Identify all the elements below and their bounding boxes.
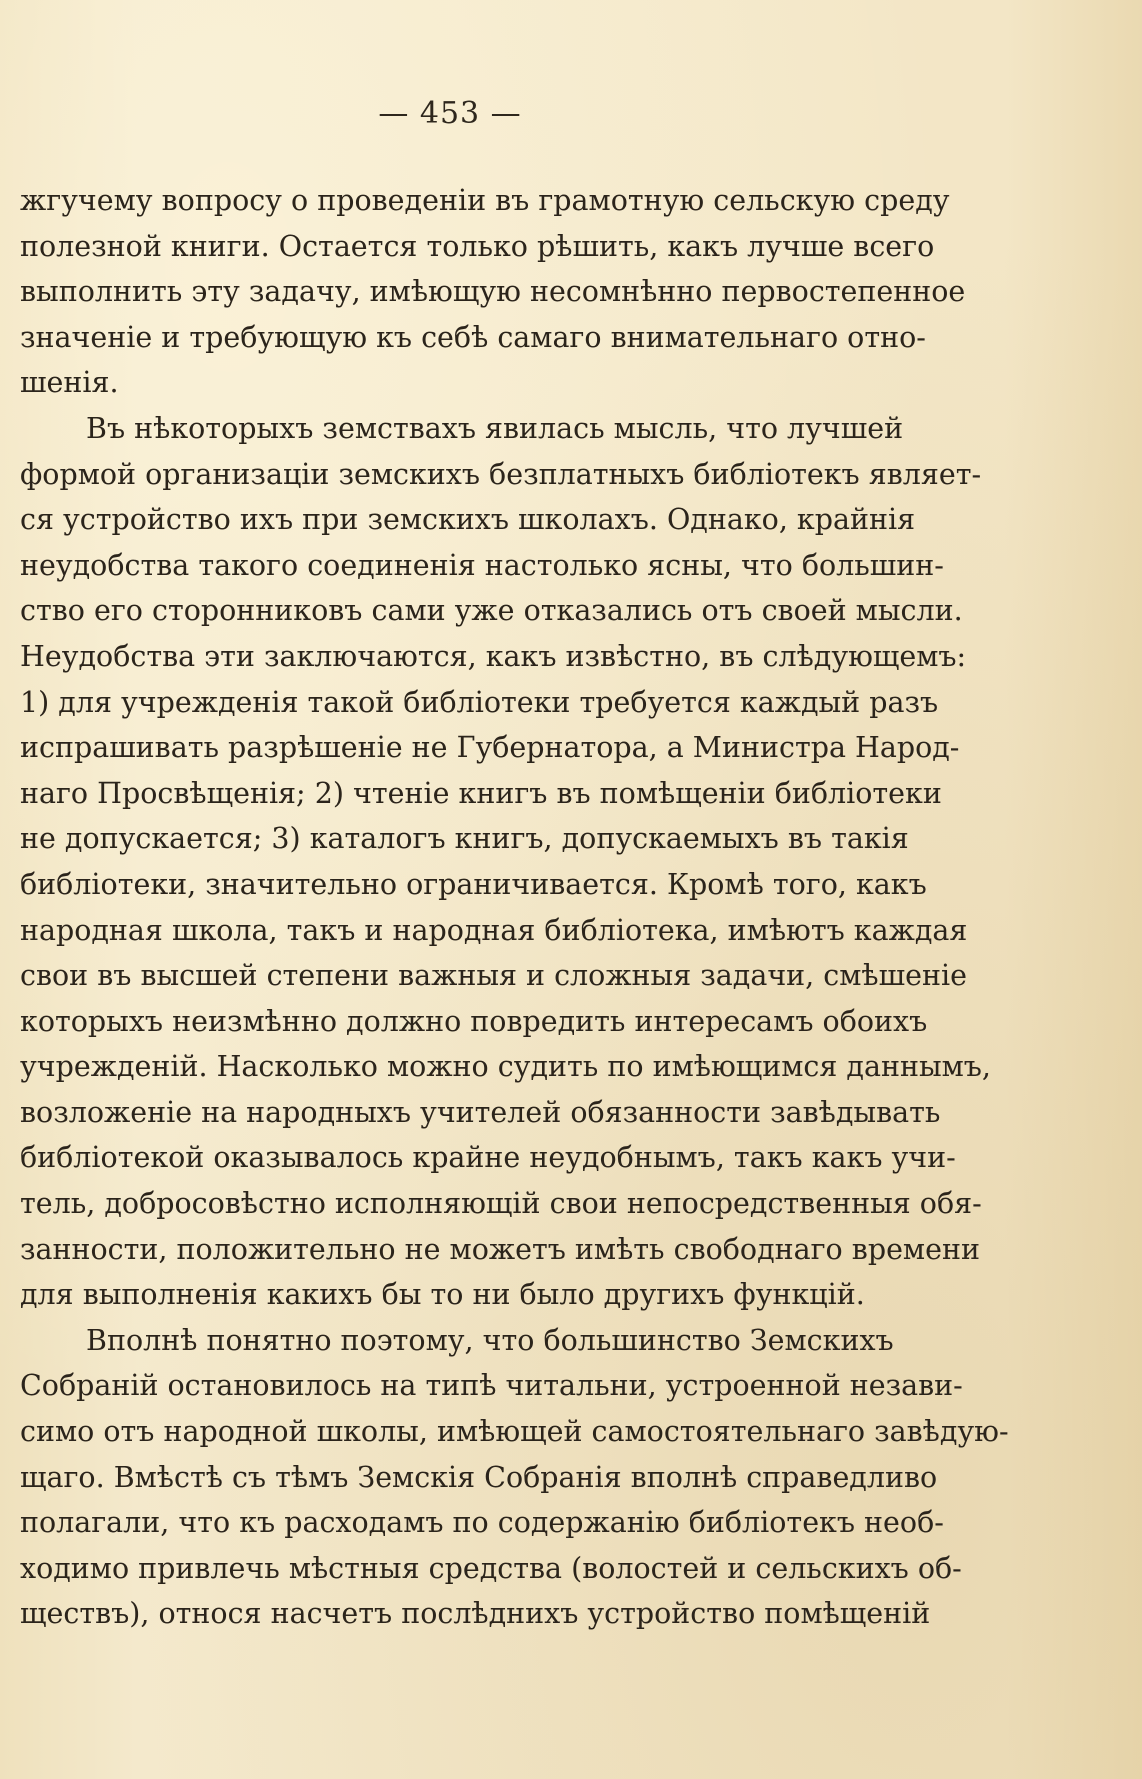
text-line: полагали, что къ расходамъ по содержанiю библiотекъ необ- [20,1506,944,1540]
text-line: щаго. Вмѣстѣ съ тѣмъ Земскiя Собранiя вполнѣ справедливо [20,1460,938,1494]
text-line: свои въ высшей степени важныя и сложныя задачи, смѣшенiе [20,959,967,993]
text-line: возложенiе на народныхъ учителей обязанности завѣдывать [20,1095,941,1129]
text-line: народная школа, такъ и народная библiотека, имѣютъ каждая [20,913,968,947]
text-line: Собранiй остановилось на типѣ читальни, устроенной незави- [20,1369,963,1403]
text-line: занности, положительно не можетъ имѣть свободнаго времени [20,1232,980,1266]
text-line: библiотекой оказывалось крайне неудобнымъ, такъ какъ учи- [20,1141,956,1175]
text-line: тель, добросовѣстно исполняющiй свои непосредственныя обя- [20,1187,982,1221]
text-line: для выполненiя какихъ бы то ни было другихъ функцiй. [20,1278,865,1312]
text-line: ходимо привлечь мѣстныя средства (волостей и сельскихъ об- [20,1551,962,1585]
text-line: значенiе и требующую къ себѣ самаго внимательнаго отно- [20,320,926,354]
text-line: неудобства такого соединенiя настолько ясны, что большин- [20,548,944,582]
body-text [20,178,1009,1637]
text-line: не допускается; 3) каталогъ книгъ, допускаемыхъ въ такiя [20,822,909,856]
text-line: ство его сторонниковъ сами уже отказались отъ своей мысли. [20,594,963,628]
paragraph-first-line: Въ нѣкоторыхъ земствахъ явилась мысль, что лучшей [86,411,904,445]
text-line: симо отъ народной школы, имѣющей самостоятельнаго завѣдую- [20,1415,1009,1449]
text-line: наго Просвѣщенiя; 2) чтенiе книгъ въ помѣщенiи библiотеки [20,776,942,810]
text-line: шенiя. [20,366,119,400]
text-line: ся устройство ихъ при земскихъ школахъ. Однако, крайнiя [20,503,916,537]
text-line: формой организацiи земскихъ безплатныхъ библiотекъ являет- [20,457,982,491]
text-line: учрежденiй. Насколько можно судить по имѣющимся даннымъ, [20,1050,991,1084]
paragraph-first-line: Вполнѣ понятно поэтому, что большинство Земскихъ [86,1323,894,1357]
text-line: 1) для учрежденiя такой библiотеки требуется каждый разъ [20,685,939,719]
text-line: испрашивать разрѣшенiе не Губернатора, а Министра Народ- [20,731,960,765]
page-number: — 453 — [378,96,522,131]
text-line: полезной книги. Остается только рѣшить, какъ лучше всего [20,229,935,263]
text-line: жгучему вопросу о проведенiи въ грамотную сельскую среду [20,184,950,217]
text-line: ществъ), относя насчетъ послѣднихъ устройство помѣщенiй [20,1597,931,1631]
text-line: Неудобства эти заключаются, какъ извѣстно, въ слѣдующемъ: [20,639,967,673]
text-line: библiотеки, значительно ограничивается. Кромѣ того, какъ [20,867,927,901]
text-line: выполнить эту задачу, имѣющую несомнѣнно первостепенное [20,275,966,309]
text-line: которыхъ неизмѣнно должно повредить интересамъ обоихъ [20,1004,928,1038]
